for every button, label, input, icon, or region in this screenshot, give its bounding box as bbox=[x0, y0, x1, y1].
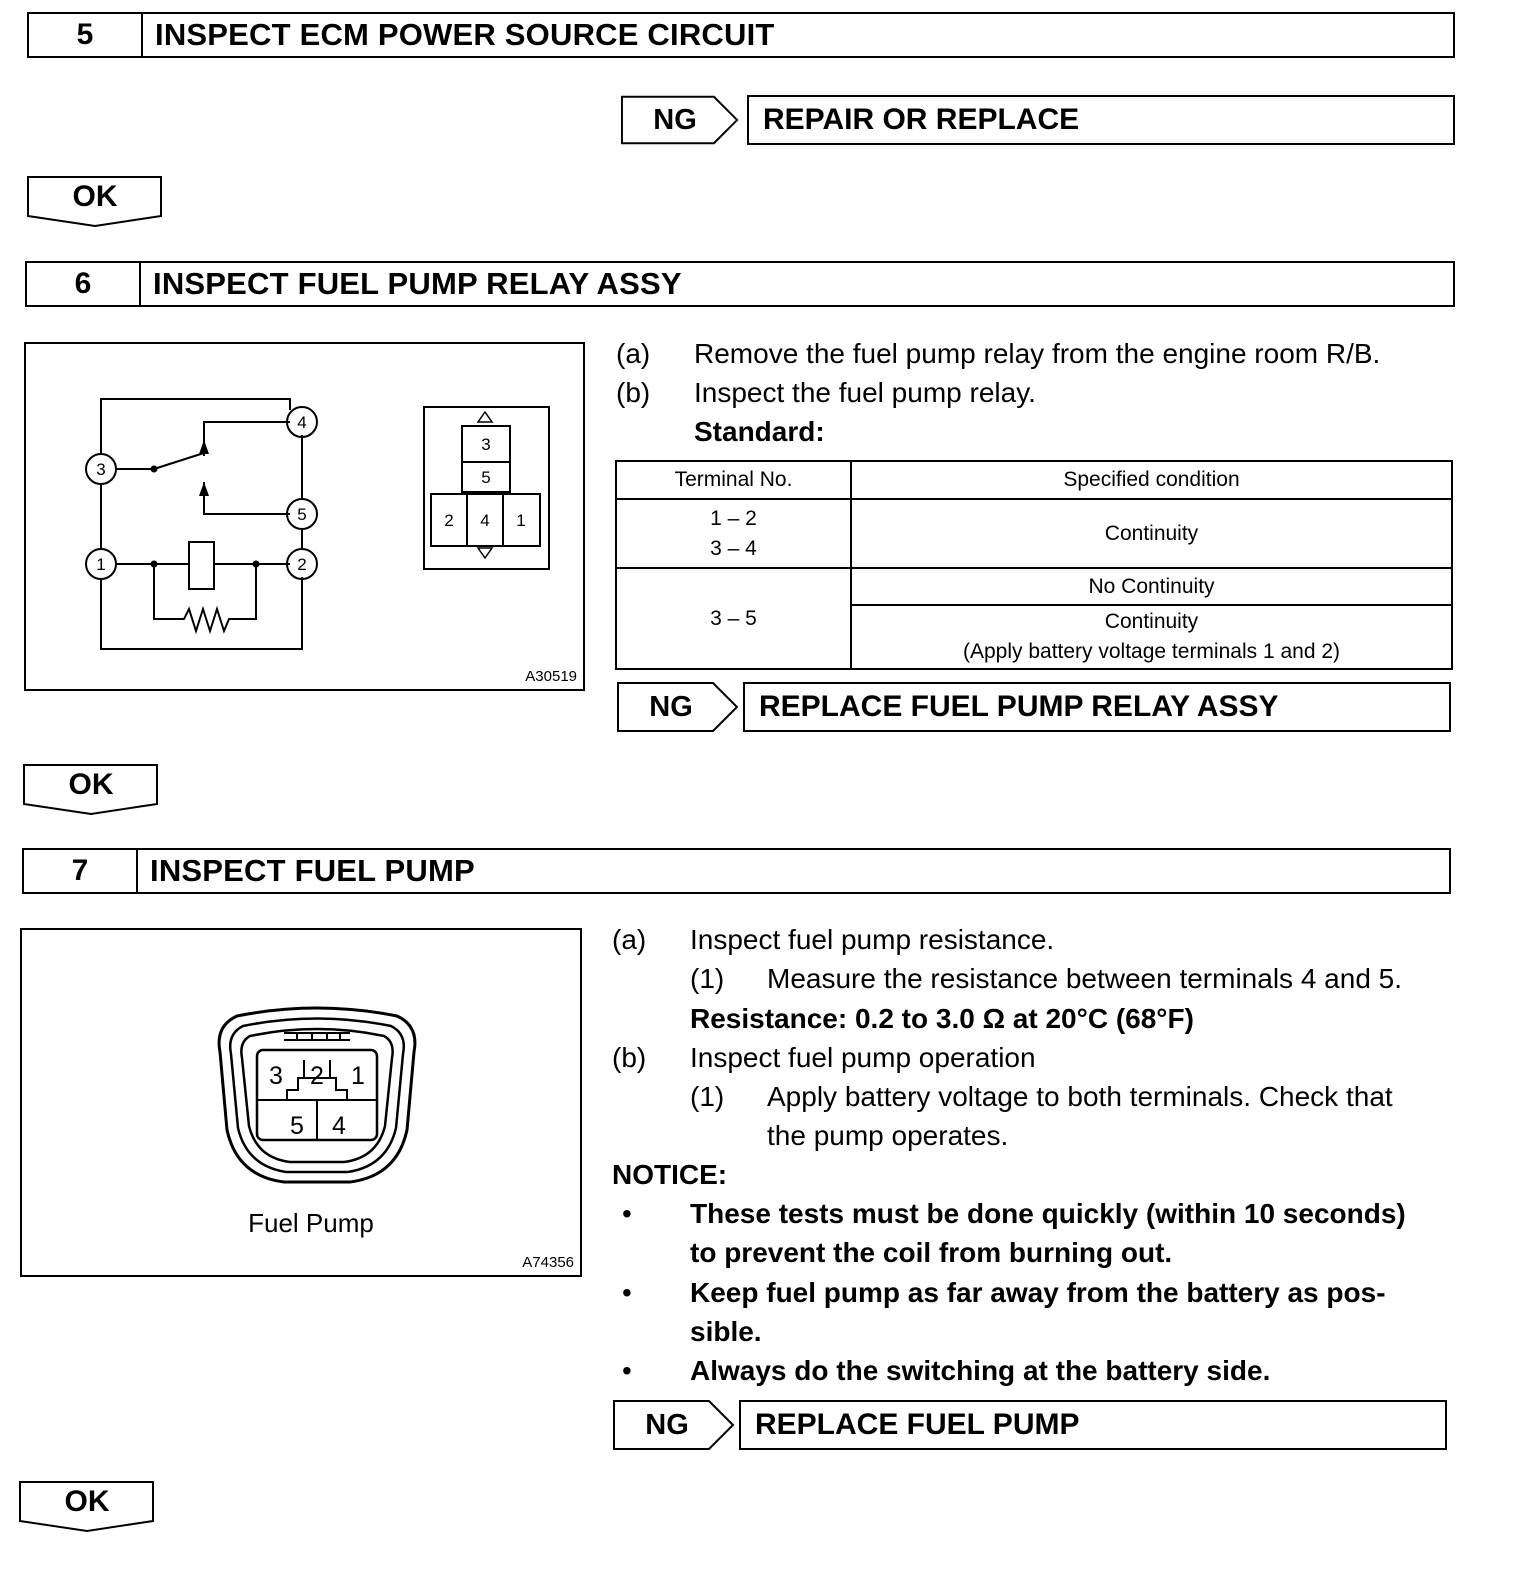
table-continuity-text: Continuity bbox=[1104, 610, 1199, 633]
step-6-a-text: Remove the fuel pump relay from the engine room R/B. bbox=[694, 338, 1381, 369]
table-continuity-note: (Apply battery voltage terminals 1 and 2) bbox=[962, 640, 1341, 663]
fuel-pump-figure-label: Fuel Pump bbox=[248, 1208, 374, 1238]
ng-action-box: REPLACE FUEL PUMP RELAY ASSY bbox=[743, 682, 1451, 732]
ng-label: NG bbox=[653, 104, 697, 136]
relay-terminal-1-label: 1 bbox=[96, 555, 106, 574]
step-7-ok-result bbox=[19, 1481, 155, 1531]
table-header-terminal: Terminal No. bbox=[616, 461, 851, 499]
step-7-number: 7 bbox=[24, 850, 138, 892]
pump-terminal-4-label: 4 bbox=[332, 1112, 346, 1140]
step-7-b1-line1: Apply battery voltage to both terminals. Check that bbox=[767, 1081, 1393, 1112]
step-6-header bbox=[25, 261, 1455, 307]
notice-label: NOTICE: bbox=[612, 1159, 728, 1190]
step-7-title: INSPECT FUEL PUMP bbox=[150, 853, 475, 888]
relay-terminal-4-label: 4 bbox=[297, 413, 307, 432]
pump-terminal-1-label: 1 bbox=[351, 1062, 365, 1090]
step-7-b-text: Inspect fuel pump operation bbox=[690, 1042, 1036, 1073]
table-cell-continuity-applied bbox=[851, 605, 1452, 669]
table-header-condition: Specified condition bbox=[851, 461, 1452, 499]
ng-label: NG bbox=[645, 1409, 689, 1441]
fuel-pump-connector-diagram bbox=[22, 930, 580, 1230]
table-terminal-1-2: 1 – 2 bbox=[710, 506, 757, 530]
relay-circuit-diagram bbox=[26, 344, 583, 689]
step-7-a1-text: Measure the resistance between terminals 4 and 5. bbox=[767, 963, 1403, 994]
pump-terminal-5-label: 5 bbox=[290, 1112, 304, 1140]
notice-bullet-2: • bbox=[622, 1277, 632, 1308]
figure-code: A30519 bbox=[525, 668, 577, 685]
notice-3: Always do the switching at the battery side. bbox=[690, 1355, 1271, 1386]
relay-standard-table bbox=[615, 460, 1453, 670]
table-terminal-3-4: 3 – 4 bbox=[710, 536, 757, 560]
connector-pin-2-label: 2 bbox=[444, 511, 454, 530]
step-6-ng-result bbox=[617, 682, 1451, 732]
table-cell-terminal bbox=[616, 499, 851, 568]
notice-2-line2: sible. bbox=[690, 1316, 762, 1347]
step-5-ng-result bbox=[621, 95, 1455, 145]
step-7-ng-result bbox=[613, 1400, 1447, 1450]
step-6-title: INSPECT FUEL PUMP RELAY ASSY bbox=[153, 266, 682, 301]
step-6-b-marker: (b) bbox=[616, 377, 651, 408]
connector-pin-4-label: 4 bbox=[480, 511, 490, 530]
notice-bullet-1: • bbox=[622, 1198, 632, 1229]
notice-1-line1: These tests must be done quickly (within 10 seconds) bbox=[690, 1198, 1406, 1229]
relay-terminal-5-label: 5 bbox=[297, 505, 307, 524]
step-7-header bbox=[22, 848, 1451, 894]
step-5-ok-result bbox=[27, 176, 163, 226]
notice-bullet-3: • bbox=[622, 1355, 632, 1386]
pump-terminal-3-label: 3 bbox=[269, 1062, 283, 1090]
step-5-number: 5 bbox=[29, 14, 143, 56]
ng-action-box: REPLACE FUEL PUMP bbox=[739, 1400, 1447, 1450]
relay-terminal-3-label: 3 bbox=[96, 460, 106, 479]
step-7-b-marker: (b) bbox=[612, 1042, 647, 1073]
pump-terminal-2-label: 2 bbox=[310, 1062, 324, 1090]
fuel-pump-figure bbox=[20, 928, 582, 1277]
ok-label: OK bbox=[64, 1485, 110, 1518]
ng-label: NG bbox=[649, 691, 693, 723]
step-7-b1-line2: the pump operates. bbox=[767, 1120, 1009, 1151]
ng-action-box: REPAIR OR REPLACE bbox=[747, 95, 1455, 145]
step-5-header bbox=[27, 12, 1455, 58]
step-7-a-text: Inspect fuel pump resistance. bbox=[690, 924, 1055, 955]
step-7-a1-marker: (1) bbox=[690, 963, 725, 994]
table-terminal-3-5: 3 – 5 bbox=[616, 568, 851, 669]
relay-terminal-2-label: 2 bbox=[297, 555, 307, 574]
standard-label: Standard: bbox=[694, 416, 825, 447]
step-6-number: 6 bbox=[27, 263, 141, 305]
connector-pin-3-label: 3 bbox=[481, 435, 491, 454]
table-cell-condition: Continuity bbox=[851, 499, 1452, 568]
resistance-spec: Resistance: 0.2 to 3.0 Ω at 20°C (68°F) bbox=[690, 1003, 1194, 1034]
relay-circuit-figure bbox=[24, 342, 585, 691]
notice-1-line2: to prevent the coil from burning out. bbox=[690, 1237, 1173, 1268]
step-6-a-marker: (a) bbox=[616, 338, 651, 369]
step-7-b1-marker: (1) bbox=[690, 1081, 725, 1112]
figure-code: A74356 bbox=[522, 1254, 574, 1271]
step-7-a-marker: (a) bbox=[612, 924, 647, 955]
connector-pin-1-label: 1 bbox=[516, 511, 526, 530]
ok-label: OK bbox=[68, 768, 114, 801]
step-6-b-text: Inspect the fuel pump relay. bbox=[694, 377, 1036, 408]
step-6-ok-result bbox=[23, 764, 159, 814]
table-cell-no-continuity: No Continuity bbox=[851, 568, 1452, 605]
notice-2-line1: Keep fuel pump as far away from the battery as pos- bbox=[690, 1277, 1386, 1308]
ok-label: OK bbox=[72, 180, 118, 213]
step-5-title: INSPECT ECM POWER SOURCE CIRCUIT bbox=[155, 17, 775, 52]
connector-pin-5-label: 5 bbox=[481, 468, 491, 487]
